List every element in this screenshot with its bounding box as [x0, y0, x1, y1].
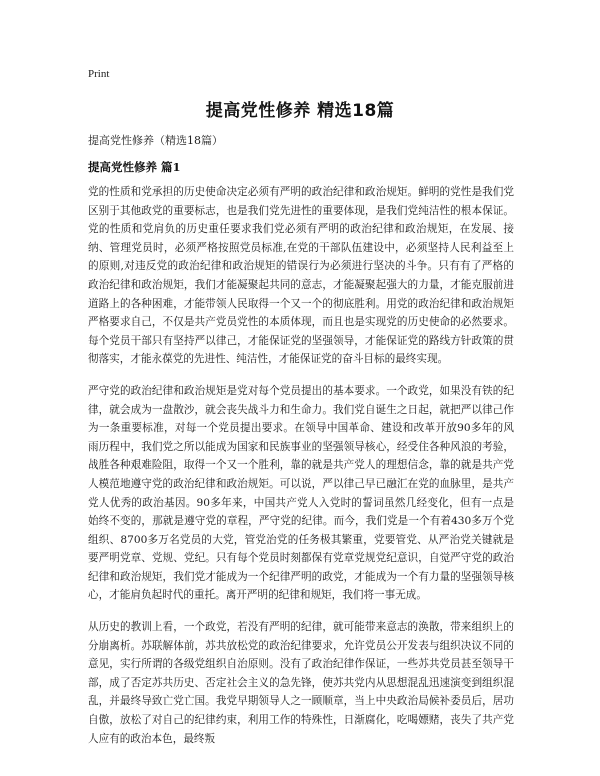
document-subtitle: 提高党性修养（精选18篇） [88, 134, 223, 147]
paragraph: 严守党的政治纪律和政治规矩是党对每个党员提出的基本要求。一个政党，如果没有铁的纪律，就会成为一盘散沙，就会丧失战斗力和生命力。我们党自诞生之日起，就把严以律己作为一条重要标准，对每一个党员提出要求。在领导中国革命、建设和改革开放90多年的风雨历程中，我们党之所以能成为国家和民族事业的坚强领导核心，经受住各种风浪的考验，战胜各种艰难险阻，取得一个又一个胜利，靠的就是共产党人的理想信念，靠的就是共产党人模范地遵守党的政治纪律和政治规矩。可以说，严以律己早已融汇在党的血脉里，是共产党人优秀的政治基因。90多年来，中国共产党人入党时的誓词虽然几经变化，但有一点是始终不变的，那就是遵守党的章程，严守党的纪律。而今，我们党是一个有着430多万个党组织、8700多万名党员的大党，管党治党的任务极其繁重，党要管党、从严治党关键就是要严明党章、党规、党纪。只有每个党员时刻都保有党章党规党纪意识，自觉严守党的政治纪律和政治规矩，我们党才能成为一个纪律严明的政党，才能成为一个有力量的坚强领导核心，才能肩负起时代的重托。离开严明的纪律和规矩，我们将一事无成。 [88, 384, 514, 602]
page-title: 提高党性修养 精选18篇 [205, 101, 395, 121]
paragraph: 从历史的教训上看，一个政党，若没有严明的纪律，就可能带来意志的涣散，带来组织上的分崩离析。苏联解体前，苏共放松党的政治纪律要求，允许党员公开发表与组织决议不同的意见，实行所谓的各级党组织自治原则。没有了政治纪律作保证，一些苏共党员甚至领导干部，成了否定苏共历史、否定社会主义的急先锋，使苏共党内从思想混乱迅速演变到组织混乱，并最终导致亡党亡国。我党早期领导人之一顾顺章，当上中央政治局候补委员后，居功自傲，放松了对自己的纪律约束，利用工作的特殊性，日渐腐化，吃喝嫖赌，丧失了共产党人应有的政治本色，最终叛 [88, 621, 514, 745]
section-heading: 提高党性修养 篇1 [88, 160, 181, 174]
print-link[interactable]: Print [88, 68, 110, 80]
article-body [88, 183, 514, 761]
paragraph: 党的性质和党承担的历史使命决定必须有严明的政治纪律和政治规矩。鲜明的党性是我们党区别于其他政党的重要标志，也是我们党先进性的重要体现，是我们党纯洁性的根本保证。党的性质和党肩负的历史重任要求我们党必须有严明的政治纪律和政治规矩，在发展、接纳、管理党员时，必须严格按照党员标准,在党的干部队伍建设中，必须坚持人民利益至上的原则,对违反党的政治纪律和政治规矩的错误行为必须进行坚决的斗争。只有有了严格的政治纪律和政治规矩，我们才能凝聚起共同的意志，才能凝聚起强大的力量，才能克服前进道路上的各种困难，才能带领人民取得一个又一个的彻底胜利。用党的政治纪律和政治规矩严格要求自己，不仅是共产党员党性的本质体现，而且也是实现党的历史使命的必然要求。每个党员干部只有坚持严以律己，才能保证党的坚强领导，才能保证党的路线方针政策的贯彻落实，才能永葆党的先进性、纯洁性，才能保证党的奋斗目标的最终实现。 [88, 186, 514, 366]
